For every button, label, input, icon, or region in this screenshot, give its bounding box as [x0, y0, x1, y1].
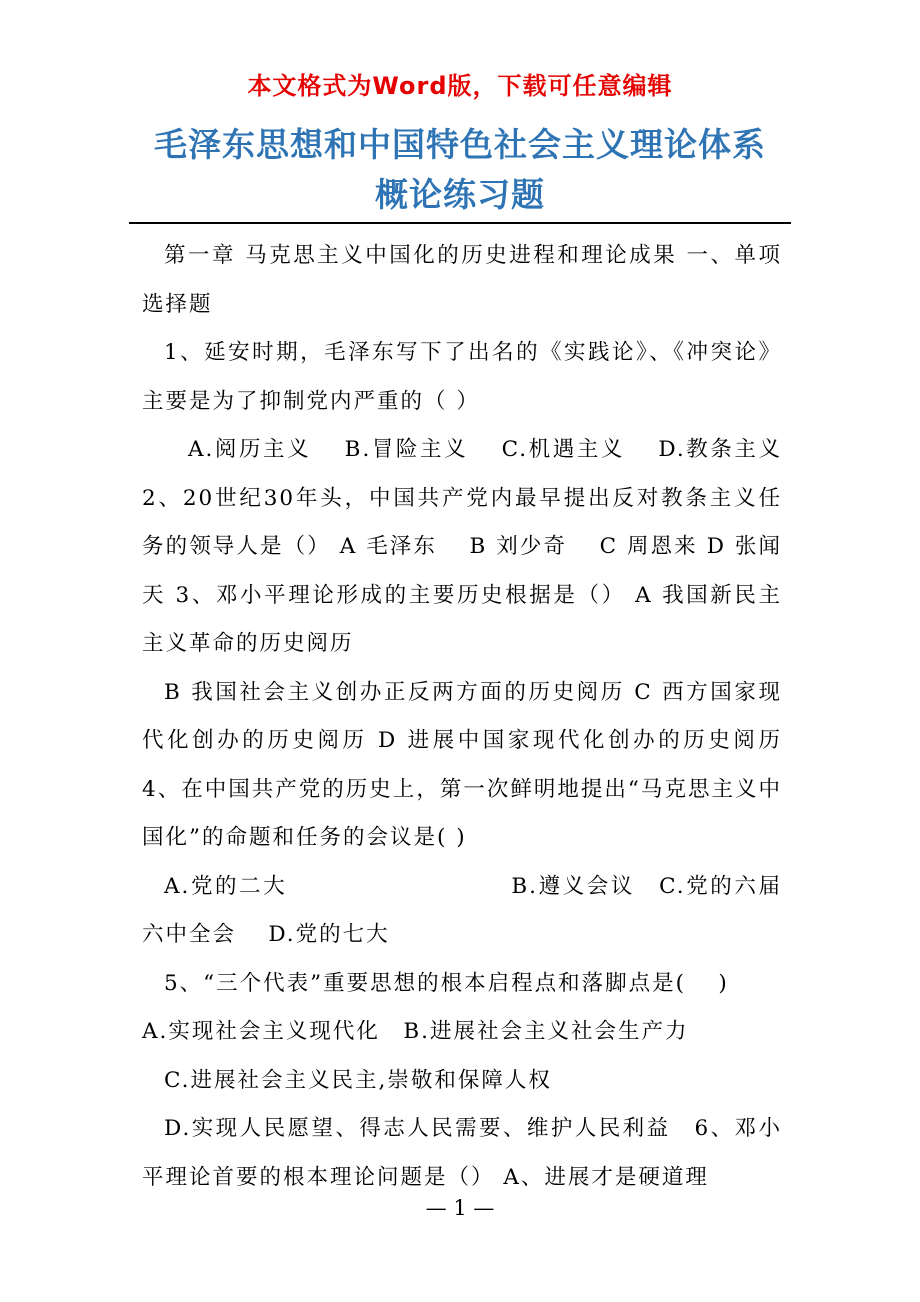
- title-divider: [129, 222, 791, 224]
- question-5: 5、“三个代表”重要思想的根本启程点和落脚点是( ): [164, 970, 729, 996]
- questions-3-4: B 我国社会主义创办正反两方面的历史阅历 C 西方国家现代化创办的历史阅历 D 进展中国家现代化创办的历史阅历 4、在中国共产党的历史上，第一次鲜明地提出“马克思主义中国化”的命题和任务的会议是( ): [142, 679, 782, 850]
- document-title: [0, 120, 920, 220]
- questions-1-3: A.阅历主义 B.冒险主义 C.机遇主义 D.教条主义 2、20世纪30年头，中国共产党内最早提出反对教条主义任务的领导人是（） A 毛泽东 B 刘少奇 C 周恩来 D 张闻天 3、邓小平理论形成的主要历史根据是（） A 我国新民主主义革命的历史阅历: [142, 437, 782, 656]
- option-a: A.党的二大: [164, 873, 288, 899]
- title-line-2: 概论练习题: [375, 175, 545, 214]
- question-5-option-c: C.进展社会主义民主,崇敬和保障人权: [164, 1067, 552, 1093]
- option-b-d: B.遵义会议 C.党的六届六中全会 D.党的七大: [142, 873, 782, 947]
- chapter-heading: 第一章 马克思主义中国化的历史进程和理论成果 一、单项选择题: [142, 243, 782, 317]
- title-line-1: 毛泽东思想和中国特色社会主义理论体系: [154, 125, 766, 164]
- format-notice: 本文格式为Word版，下载可任意编辑: [247, 72, 673, 100]
- page-number: — 1 —: [425, 1196, 495, 1220]
- document-body: [142, 232, 782, 1202]
- question-1: 1、延安时期，毛泽东写下了出名的《实践论》、《冲突论》主要是为了抑制党内严重的（ ）: [142, 340, 782, 414]
- question-5-options-ab: A.实现社会主义现代化 B.进展社会主义社会生产力: [142, 1019, 689, 1044]
- question-5-6: D.实现人民愿望、得志人民需要、维护人民利益 6、邓小平理论首要的根本理论问题是（） A、进展才是硬道理: [142, 1116, 782, 1190]
- question-4-options: [142, 863, 782, 960]
